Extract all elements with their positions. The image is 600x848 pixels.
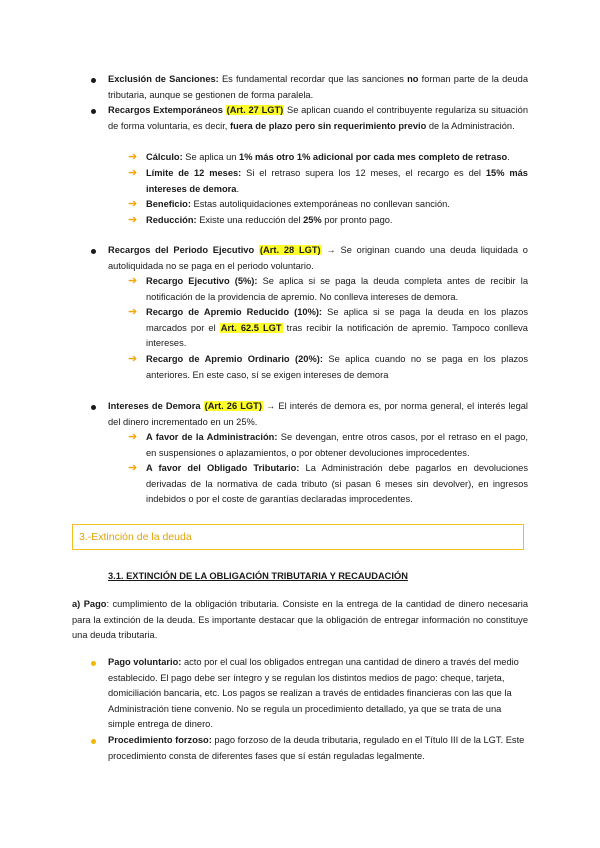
arrow-right-icon: ➔ bbox=[128, 462, 138, 474]
article-ref-highlight: (Art. 28 LGT) bbox=[259, 245, 321, 255]
arrow-right-icon: ➔ bbox=[128, 151, 138, 163]
arrow-right-icon: ➔ bbox=[128, 275, 138, 287]
bullet-dot bbox=[91, 739, 96, 744]
article-ref-highlight: Art. 62.5 LGT bbox=[220, 322, 282, 333]
arrow-right-icon: ➔ bbox=[128, 306, 138, 318]
bullet-dot bbox=[91, 661, 96, 666]
document-page: Exclusión de Sanciones: Es fundamental recordar que las sanciones no forman parte de la deuda tributaria, aunque se gestionen de forma paralela. Recargos Extemporáneos (Art. 27 LGT) Se aplican cuando el contribuyente regulariza su situación de forma voluntaria, es decir, fuera de plazo pero sin requerimiento previo de la Administración. ➔ Cálculo: Se aplica un 1% más otro 1% adicional por cada mes completo de retraso. ➔ Límite de 12 meses: Si el retraso supera los 12 meses, el recargo es del 15% más intereses de demora. ➔ Beneficio: Estas autoliquidaciones extemporáneas no conllevan sanción. ➔ Reducción: Existe una reducción del 25% por pronto pago. Recargos del Periodo Ejecutivo (Art. 28 LGT) → Se originan cuando una deuda liquidada o autoliquidada no se paga en el periodo voluntario. ➔ Recargo Ejecutivo (5%): Se aplica si se paga la deuda completa antes de recibir la notificación de la providencia de apremio. No conlleva intereses de demora. ➔ Recargo de Apremio Reducido (10%): Se aplica si se paga la deuda en los plazos marcados por el Art. 62.5 LGT tras recibir la notificación de apremio. Tampoco conlleva intereses. ➔ Recargo de Apremio Ordinario (20%): Se aplica cuando no se paga en los plazos anteriores. En este caso, sí se exigen intereses de demora Intereses de Demora (Art. 26 LGT) → El interés de demora es, por norma general, el interés legal del dinero incrementado en un 25%. ➔ A favor de la Administración: Se devengan, entre otros casos, por el retraso en el pago, en suspensiones o aplazamientos, o por obtener devoluciones improcedentes. ➔ A favor del Obligado Tributario: La Administración debe pagarlos en devoluciones derivadas de la normativa de cada tributo (si pasan 6 meses sin devolver), en ingresos indebidos o por el coste de garantías declaradas improcedentes. 3.-Extinción de la deuda 3.1. EXTINCIÓN DE LA OBLIGACIÓN TRIBUTARIA Y RECAUDACIÓN a) Pago: cumplimiento de la obligación tributaria. Consiste en la entrega de la cantidad de dinero necesaria para la extinción de la deuda. Es importante destacar que la obligación de entregar información no constituye una deuda tributaria. Pago voluntario: acto por el cual los obligados entregan una cantidad de dinero a través del medio establecido. El pago debe ser íntegro y se regulan los distintos medios de pago: cheque, tarjeta, domiciliación bancaria, etc. Los pagos se realizan a través de entidades financieras con las que la Administración tiene convenio. No se regula un procedimiento detallado, ya que se trata de una simple entrega de dinero. Procedimiento forzoso: pago forzoso de la deuda tributaria, regulado en el Título III de la LGT. Este procedimiento consta de diferentes fases que sí están reguladas legalmente. bbox=[72, 74, 528, 761]
bullet-dot bbox=[91, 78, 96, 83]
paragraph: Recargos del Periodo Ejecutivo (Art. 28 LGT) → Se originan cuando una deuda liquidada o autoliquidada no se paga en el periodo voluntario. bbox=[108, 245, 528, 271]
arrow-right-icon: ➔ bbox=[128, 431, 138, 443]
section-header-box bbox=[72, 524, 524, 550]
article-ref-highlight: (Art. 27 LGT) bbox=[226, 105, 284, 115]
paragraph: Intereses de Demora (Art. 26 LGT) → El interés de demora es, por norma general, el interés legal del dinero incrementado en un 25%. bbox=[108, 401, 528, 427]
paragraph: Exclusión de Sanciones: Es fundamental recordar que las sanciones no forman parte de la deuda tributaria, aunque se gestionen de forma paralela. bbox=[108, 74, 528, 100]
bullet-dot bbox=[91, 109, 96, 114]
section-title: 3.-Extinción de la deuda bbox=[79, 531, 192, 543]
paragraph: Recargos Extemporáneos (Art. 27 LGT) Se aplican cuando el contribuyente regulariza su situación de forma voluntaria, es decir, fuera de plazo pero sin requerimiento previo de la Administración. bbox=[108, 105, 528, 131]
bullet-dot bbox=[91, 249, 96, 254]
subheading: 3.1. EXTINCIÓN DE LA OBLIGACIÓN TRIBUTARIA Y RECAUDACIÓN bbox=[108, 571, 408, 581]
article-ref-highlight: (Art. 26 LGT) bbox=[204, 401, 262, 411]
arrow-right-icon: ➔ bbox=[128, 198, 138, 210]
arrow-right-icon: ➔ bbox=[128, 167, 138, 179]
arrow-right-icon: ➔ bbox=[128, 214, 138, 226]
bullet-dot bbox=[91, 405, 96, 410]
arrow-right-icon: ➔ bbox=[128, 353, 138, 365]
